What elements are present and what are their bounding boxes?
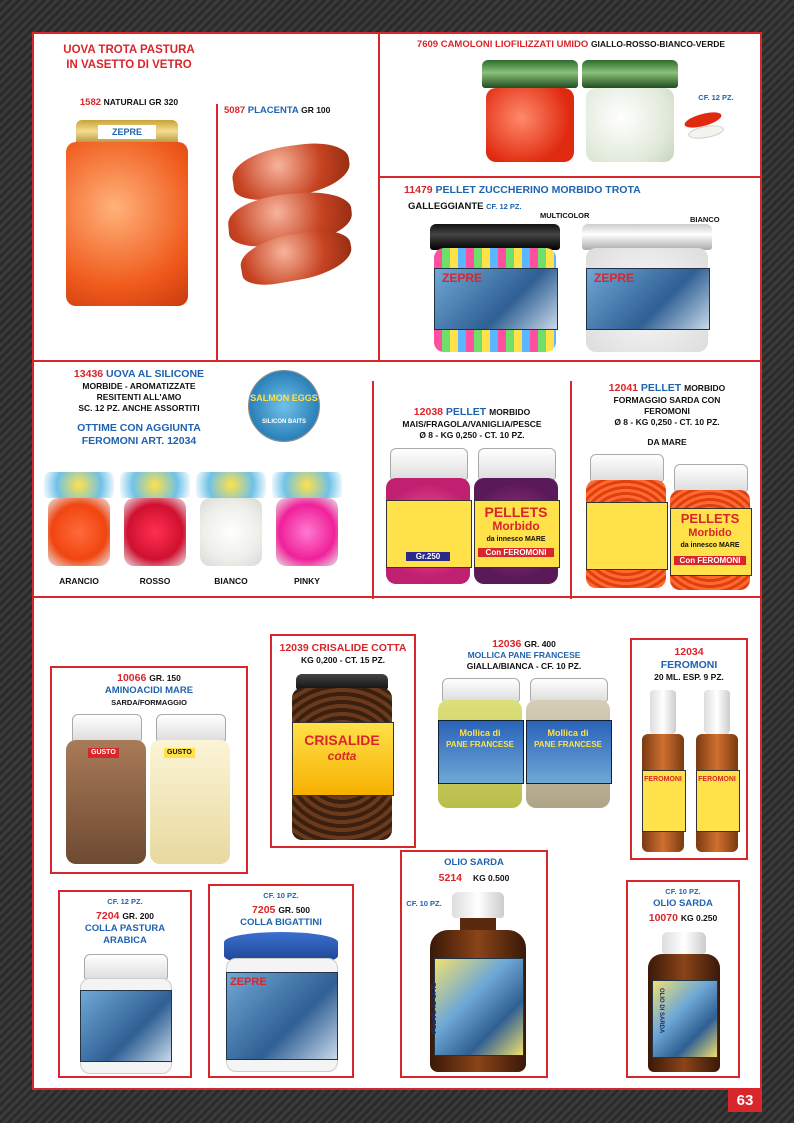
- jar-lid: [84, 954, 168, 980]
- colla-bigattini-code: 7205: [252, 904, 276, 916]
- uova-title-2: IN VASETTO DI VETRO: [66, 59, 192, 71]
- olio-10070-weight: KG 0.250: [680, 913, 718, 923]
- jar-label-sub3: Con FEROMONI: [478, 548, 554, 557]
- colla-bigattini-box: [208, 884, 354, 1078]
- jar-lid: [430, 224, 560, 250]
- olio-5214-bottle: [430, 892, 526, 1072]
- jar-body: [124, 498, 186, 566]
- jar-lid: [582, 224, 712, 250]
- jar-label-sub3: Con FEROMONI: [674, 556, 746, 565]
- feromoni-spray: [694, 690, 740, 852]
- jar-label-brand: ZEPRE: [230, 976, 267, 988]
- jar-lid: [156, 714, 226, 742]
- jar-lid: [272, 472, 342, 498]
- zuccherino-code: 11479: [404, 184, 433, 196]
- pellet12041-name: PELLET: [640, 382, 682, 394]
- silicone-line1: MORBIDE - AROMATIZZATE: [82, 381, 196, 391]
- pellet12038-jar-left: [386, 448, 470, 586]
- jar-tag: GUSTO: [164, 748, 195, 758]
- jar-label: [80, 990, 172, 1062]
- jar-label-title: PELLETS: [680, 511, 740, 526]
- mollica-jar-gialla: [438, 678, 522, 808]
- olio-10070-caption: [628, 912, 738, 924]
- jar-body: [486, 88, 574, 162]
- camoloni-caption: [384, 40, 758, 51]
- jar-label-title: Mollica di: [459, 728, 501, 738]
- jar-label-title: CRISALIDE: [304, 732, 380, 748]
- silicone-line2: RESITENTI ALL'AMO: [96, 392, 182, 402]
- silicone-caption: [34, 368, 244, 380]
- placenta-code: 5087: [224, 105, 246, 116]
- jar-label-sub2: da innesco MARE: [680, 542, 740, 549]
- jar-lid: [482, 60, 578, 88]
- silicone-jar-arancio: [44, 472, 114, 568]
- spray-label-text: FEROMONI: [698, 776, 736, 783]
- crisalide-name: CRISALIDE COTTA: [311, 642, 407, 654]
- jar-label-sub: Morbido: [688, 527, 732, 539]
- colla-pastura-box: [58, 890, 192, 1078]
- jar-lid: [478, 448, 556, 480]
- jar-lid: [196, 472, 266, 498]
- silicone-code: 13436: [73, 368, 104, 380]
- jar-lid: [590, 454, 664, 482]
- jar-lid: [582, 60, 678, 88]
- silicone-jar-pinky: [272, 472, 342, 568]
- pellet12041-line1: FORMAGGIO SARDA CON: [613, 395, 721, 405]
- silicone-note2: FEROMONI ART. 12034: [81, 435, 197, 447]
- camoloni-pack: CF. 12 PZ.: [698, 93, 734, 102]
- jar-body: [48, 498, 110, 566]
- spray-label-text: FEROMONI: [644, 776, 682, 783]
- jar-label-title: Mollica di: [547, 728, 589, 738]
- placenta-caption: [224, 106, 374, 117]
- jar-lid: [674, 464, 748, 492]
- pellet12038-suffix: MORBIDO: [489, 407, 531, 417]
- silicone-color-label: ARANCIO: [59, 576, 99, 586]
- divider-h-low: [34, 596, 762, 598]
- spray-head: [704, 690, 730, 734]
- naturali-desc: NATURALI GR 320: [103, 97, 179, 107]
- silicone-name: UOVA AL SILICONE: [106, 368, 205, 380]
- olio-5214-pack: CF. 10 PZ.: [406, 899, 442, 908]
- colla-bigattini-pack: CF. 10 PZ.: [263, 891, 299, 900]
- pellet12041-line4: DA MARE: [647, 437, 687, 447]
- feromoni-spray: [640, 690, 686, 852]
- jar-body: [200, 498, 262, 566]
- jar-body: [586, 88, 674, 162]
- olio-5214-weight: KG 0.500: [472, 873, 510, 883]
- pellet12041-jar-left: [586, 454, 666, 590]
- jar-lid: [44, 472, 114, 498]
- zuccherino-name2: GALLEGGIANTE: [408, 201, 484, 212]
- colla-pastura-jar: [80, 954, 170, 1072]
- placenta-name: PLACENTA: [247, 105, 299, 116]
- divider-h-mid: [34, 360, 762, 362]
- mollica-code: 12036: [492, 638, 522, 650]
- olio-5214-caption: [402, 872, 546, 884]
- pellet12038-jar-right: [474, 448, 558, 586]
- jar-body: [276, 498, 338, 566]
- colla-bigattini-caption: [210, 904, 352, 916]
- aminoacidi-flavors: SARDA/FORMAGGIO: [111, 698, 187, 707]
- jar-label-brand: ZEPRE: [594, 271, 635, 285]
- silicone-color-label: BIANCO: [214, 576, 248, 586]
- pellet12041-code: 12041: [608, 382, 638, 394]
- colla-pastura-name1: COLLA PASTURA: [84, 923, 166, 934]
- bottle-label-text: OLIO DI SARDA: [429, 982, 436, 1035]
- mollica-line1: GIALLA/BIANCA - CF. 10 PZ.: [466, 661, 582, 671]
- placenta-weight: GR 100: [301, 105, 331, 115]
- crisalide-caption: [272, 642, 414, 654]
- olio-10070-box: [626, 880, 740, 1078]
- camoloni-name: CAMOLONI LIOFILIZZATI UMIDO: [440, 39, 589, 50]
- crisalide-line1: KG 0,200 - CT. 15 PZ.: [300, 655, 386, 665]
- page-number: 63: [728, 1090, 762, 1112]
- olio-10070-name: OLIO SARDA: [653, 898, 713, 909]
- jar-lid: [72, 714, 142, 742]
- zuccherino-pack: CF. 12 PZ.: [486, 202, 522, 211]
- aminoacidi-jar-formaggio: [150, 714, 230, 864]
- jar-label-title: PELLETS: [484, 504, 548, 520]
- jar-label: [586, 502, 668, 570]
- jar-tag: GUSTO: [88, 748, 119, 758]
- bottle-cap: [662, 932, 706, 954]
- colla-bigattini-weight: GR. 500: [278, 905, 310, 915]
- colla-pastura-caption: [60, 910, 190, 922]
- naturali-code: 1582: [79, 97, 102, 108]
- camoloni-jar-red: [482, 60, 578, 164]
- catalog-page: [32, 32, 762, 1090]
- pellet12041-line2: FEROMONI: [644, 406, 690, 416]
- mollica-caption: [434, 638, 614, 650]
- pellet12038-caption: [374, 406, 570, 418]
- colla-pastura-name2: ARABICA: [103, 935, 147, 946]
- jar-lid: [442, 678, 520, 702]
- naturali-jar: [66, 120, 188, 306]
- jar-label-sub: PANE FRANCESE: [446, 740, 514, 749]
- jar-label-sub: PANE FRANCESE: [534, 740, 602, 749]
- pellet12041-line3: Ø 8 - KG 0,250 - CT. 10 PZ.: [614, 417, 720, 427]
- silicone-jar-rosso: [120, 472, 190, 568]
- olio-10070-bottle: [648, 932, 720, 1072]
- jar-body: [66, 740, 146, 864]
- bottle-label: [434, 958, 524, 1056]
- mollica-jar-bianca: [526, 678, 610, 808]
- aminoacidi-jar-sarda: [66, 714, 146, 864]
- pellet12038-line2: Ø 8 - KG 0,250 - CT. 10 PZ.: [419, 430, 525, 440]
- bottle-cap: [452, 892, 504, 918]
- camoloni-code: 7609: [416, 39, 439, 50]
- crisalide-box: [270, 634, 416, 848]
- zuccherino-caption: [404, 184, 641, 196]
- aminoacidi-caption: [52, 672, 246, 684]
- zuccherino-name: PELLET ZUCCHERINO MORBIDO TROTA: [435, 184, 641, 196]
- zuccherino-jar-multicolor: [430, 224, 560, 352]
- aminoacidi-code: 10066: [117, 672, 147, 684]
- olio-10070-pack: CF. 10 PZ.: [665, 887, 701, 896]
- mollica-name: MOLLICA PANE FRANCESE: [467, 650, 581, 660]
- aminoacidi-weight: GR. 150: [149, 673, 181, 683]
- silicone-color-label: PINKY: [294, 576, 320, 586]
- jar-lid: [120, 472, 190, 498]
- pellet12041-jar-right: [670, 464, 750, 592]
- silicone-jar-bianco: [196, 472, 266, 568]
- olio-10070-code: 10070: [648, 912, 678, 924]
- naturali-jar-logo: ZEPRE: [98, 125, 156, 139]
- naturali-caption: [44, 98, 214, 109]
- colla-pastura-weight: GR. 200: [122, 911, 154, 921]
- olio-5214-box: [400, 850, 548, 1078]
- uova-title-1: UOVA TROTA PASTURA: [63, 44, 195, 56]
- zuccherino-left-label: MULTICOLOR: [540, 211, 590, 220]
- pellet12038-line1: MAIS/FRAGOLA/VANIGLIA/PESCE: [402, 419, 542, 429]
- feromoni-name: FEROMONI: [660, 659, 718, 671]
- colla-pastura-code: 7204: [96, 910, 120, 922]
- crisalide-jar: [292, 674, 392, 840]
- silicone-note1: OTTIME CON AGGIUNTA: [77, 422, 201, 434]
- pellet12041-caption: [572, 382, 762, 394]
- feromoni-line1: 20 ML. ESP. 9 PZ.: [654, 672, 724, 682]
- pellet12038-name: PELLET: [445, 406, 487, 418]
- colla-bigattini-jar: [224, 932, 338, 1070]
- jar-label-weight: Gr.250: [406, 552, 450, 561]
- pellet12038-code: 12038: [413, 406, 443, 418]
- zuccherino-right-label: BIANCO: [690, 215, 720, 224]
- aminoacidi-box: [50, 666, 248, 874]
- crisalide-code: 12039: [279, 642, 309, 654]
- jar-lid: [530, 678, 608, 702]
- olio-5214-name: OLIO SARDA: [444, 857, 504, 868]
- salmon-eggs-sub: SILICON BAITS: [261, 419, 306, 425]
- aminoacidi-name: AMINOACIDI MARE: [104, 685, 194, 696]
- pellet12041-suffix: MORBIDO: [684, 383, 726, 393]
- jar-label-sub: Morbido: [492, 519, 540, 533]
- zuccherino-jar-bianco: [582, 224, 712, 352]
- silicone-color-label: ROSSO: [139, 576, 171, 586]
- colla-pastura-pack: CF. 12 PZ.: [107, 897, 143, 906]
- silicone-line3: SC. 12 PZ. ANCHE ASSORTITI: [78, 403, 200, 413]
- feromoni-code: 12034: [674, 646, 704, 658]
- divider-v-top: [378, 34, 380, 361]
- spray-head: [650, 690, 676, 734]
- bottle-label-text: OLIO DI SARDA: [658, 988, 664, 1034]
- camoloni-colors: GIALLO-ROSSO-BIANCO-VERDE: [590, 39, 726, 49]
- jar-label-brand: ZEPRE: [442, 271, 483, 285]
- colla-bigattini-name: COLLA BIGATTINI: [240, 917, 322, 928]
- feromoni-box: [630, 638, 748, 860]
- jar-label-sub: cotta: [327, 749, 357, 763]
- camoloni-jar-white: [582, 60, 678, 164]
- divider-v-uova: [216, 104, 218, 361]
- naturali-jar-body: [66, 142, 188, 306]
- jar-body: [150, 740, 230, 864]
- jar-lid: [390, 448, 468, 480]
- salmon-eggs-text: SALMON EGGS: [250, 393, 318, 403]
- salmon-eggs-lid: [248, 370, 320, 442]
- zuccherino-caption-2: [408, 202, 522, 213]
- mollica-weight: GR. 400: [524, 639, 556, 649]
- jar-label-sub2: da innesco MARE: [486, 536, 546, 543]
- divider-h-right: [378, 176, 762, 178]
- olio-5214-code: 5214: [438, 872, 463, 884]
